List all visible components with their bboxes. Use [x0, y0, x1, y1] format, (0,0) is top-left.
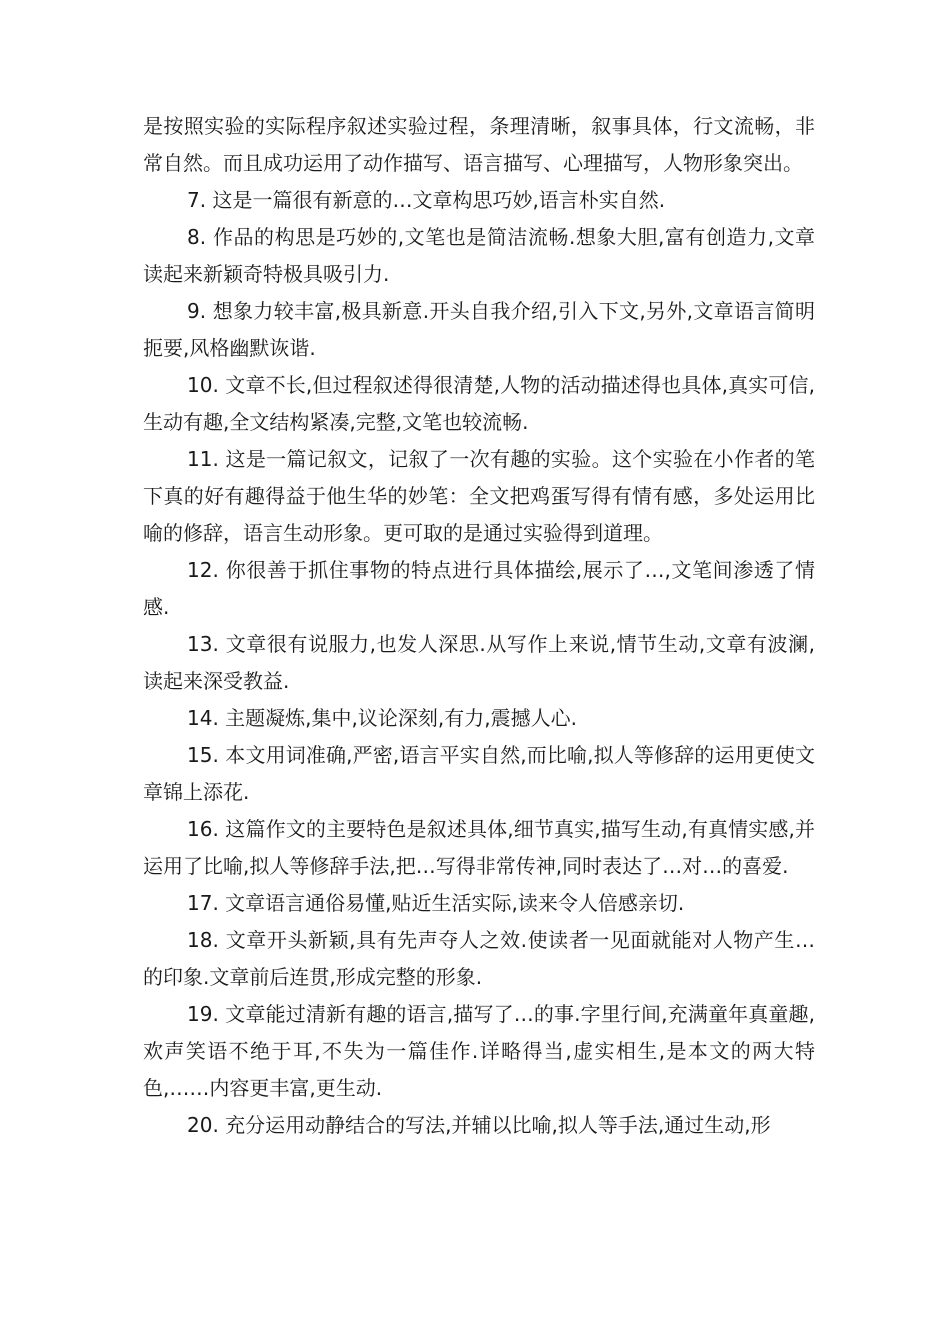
- comment-item-11: 11. 这是一篇记叙文，记叙了一次有趣的实验。这个实验在小作者的笔下真的好有趣得益于他生华的妙笔：全文把鸡蛋写得有情有感，多处运用比喻的修辞，语言生动形象。更可取的是通过实验得到道理。: [143, 447, 815, 545]
- comment-item-7: 7. 这是一篇很有新意的…文章构思巧妙,语言朴实自然.: [187, 188, 666, 212]
- comment-item-15: 15. 本文用词准确,严密,语言平实自然,而比喻,拟人等修辞的运用更使文章锦上添花.: [143, 743, 815, 804]
- comment-item-18: 18. 文章开头新颖,具有先声夺人之效.使读者一见面就能对人物产生…的印象.文章前后连贯,形成完整的形象.: [143, 928, 815, 989]
- paragraph-continued: 是按照实验的实际程序叙述实验过程，条理清晰，叙事具体，行文流畅，非常自然。而且成功运用了动作描写、语言描写、心理描写，人物形象突出。: [143, 114, 815, 175]
- comment-item-17: 17. 文章语言通俗易懂,贴近生活实际,读来令人倍感亲切.: [187, 891, 685, 915]
- comment-item-9: 9. 想象力较丰富,极具新意.开头自我介绍,引入下文,另外,文章语言简明扼要,风格幽默诙谐.: [143, 299, 815, 360]
- comment-item-8: 8. 作品的构思是巧妙的,文笔也是简洁流畅.想象大胆,富有创造力,文章读起来新颖奇特极具吸引力.: [143, 225, 815, 286]
- comment-item-12: 12. 你很善于抓住事物的特点进行具体描绘,展示了…,文笔间渗透了情感.: [143, 558, 815, 619]
- comment-item-19: 19. 文章能过清新有趣的语言,描写了…的事.字里行间,充满童年真童趣,欢声笑语不绝于耳,不失为一篇佳作.详略得当,虚实相生,是本文的两大特色,……内容更丰富,更生动.: [143, 1002, 815, 1100]
- comment-item-20: 20. 充分运用动静结合的写法,并辅以比喻,拟人等手法,通过生动,形: [187, 1113, 771, 1137]
- comment-item-16: 16. 这篇作文的主要特色是叙述具体,细节真实,描写生动,有真情实感,并运用了比喻,拟人等修辞手法,把…写得非常传神,同时表达了…对…的喜爱.: [143, 817, 815, 878]
- comment-item-14: 14. 主题凝炼,集中,议论深刻,有力,震撼人心.: [187, 706, 577, 730]
- document-body: [143, 108, 815, 1144]
- comment-item-13: 13. 文章很有说服力,也发人深思.从写作上来说,情节生动,文章有波澜,读起来深受教益.: [143, 632, 815, 693]
- comment-item-10: 10. 文章不长,但过程叙述得很清楚,人物的活动描述得也具体,真实可信,生动有趣,全文结构紧凑,完整,文笔也较流畅.: [143, 373, 815, 434]
